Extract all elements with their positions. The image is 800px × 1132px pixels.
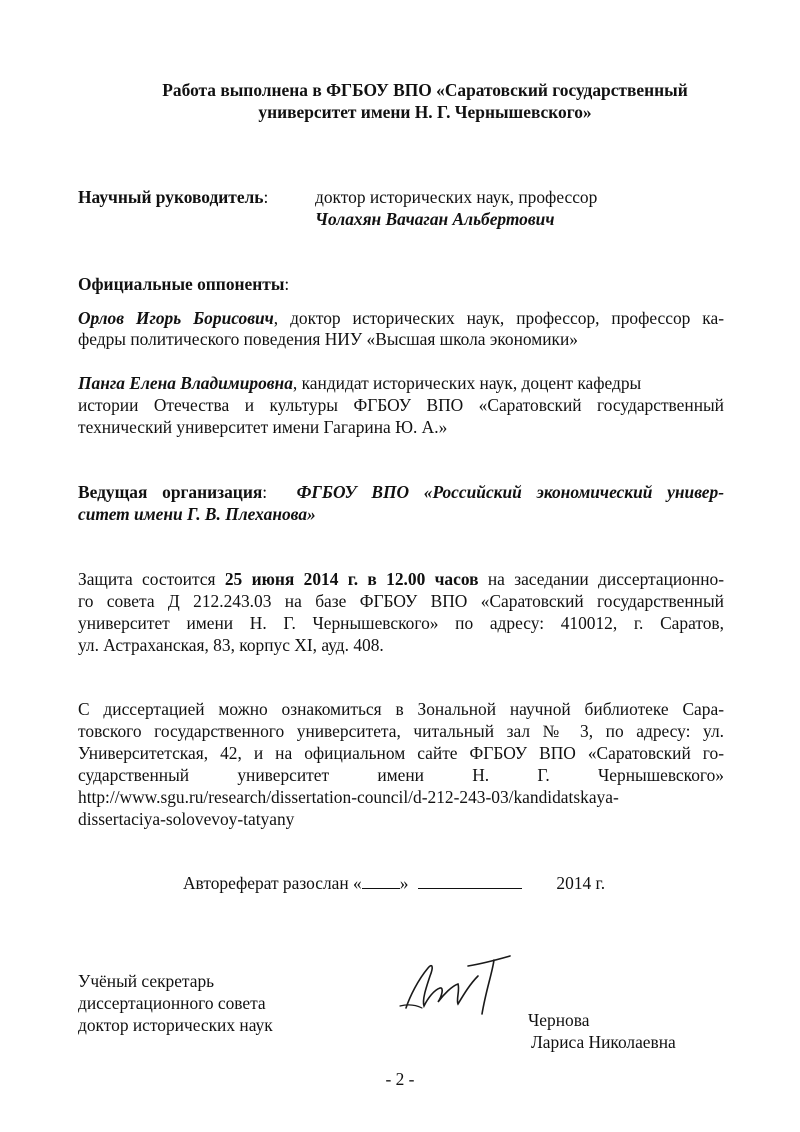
secretary-surname: Чернова [528, 1010, 590, 1030]
library-url-line-2: dissertaciya-solovevoy-tatyany [78, 809, 295, 829]
dispatch-prefix: Автореферат разослан « [183, 873, 362, 893]
header-line-1: Работа выполнена в ФГБОУ ВПО «Саратовский государственный [162, 80, 688, 100]
header-line-2: университет имени Н. Г. Чернышевского» [258, 102, 592, 122]
library-line-1: С диссертацией можно ознакомиться в Зональной научной библиотеке Сара- [78, 699, 724, 719]
opponent-1-name: Орлов Игорь Борисович [78, 308, 274, 328]
opponent-1-line-2: федры политического поведения НИУ «Высшая школа экономики» [78, 329, 579, 349]
library-line-4: сударственный университет имени Н. Г. Чернышевского» [78, 765, 724, 785]
secretary-line-2: диссертационного совета [78, 993, 266, 1013]
leading-org-line-1 [78, 481, 724, 503]
leading-org-name-1: ФГБОУ ВПО «Российский экономический универ- [296, 482, 724, 502]
supervisor-label: Научный руководитель [78, 187, 264, 207]
dispatch-year: 2014 г. [556, 873, 606, 893]
defense-datetime: 25 июня 2014 г. в 12.00 часов [224, 569, 479, 589]
secretary-given-names: Лариса Николаевна [531, 1032, 676, 1052]
library-line-2: товского государственного университета, читальный зал № 3, по адресу: ул. [78, 721, 724, 741]
opponent-1-details: , доктор исторических наук, профессор, профессор ка- [273, 308, 724, 328]
supervisor-label-row [78, 186, 268, 208]
defense-line-1-rest: на заседании диссертационно- [478, 569, 724, 589]
dispatch-day-blank [362, 874, 400, 889]
leading-org-colon: : [262, 482, 268, 502]
dispatch-month-blank [418, 874, 522, 889]
opponent-2-name: Панга Елена Владимировна [78, 373, 293, 393]
opponent-2-line-2: истории Отечества и культуры ФГБОУ ВПО «Саратовский государственный [78, 395, 724, 415]
supervisor-name: Чолахян Вачаган Альбертович [315, 209, 555, 229]
library-url-line-1: http://www.sgu.ru/research/dissertation-council/d-212-243-03/kandidatskaya- [78, 787, 619, 807]
opponent-2-line-1 [78, 372, 641, 394]
handwritten-signature [398, 950, 516, 1020]
dispatch-close-quote: » [399, 873, 409, 893]
supervisor-title: доктор исторических наук, профессор [315, 187, 598, 207]
opponents-label: Официальные оппоненты [78, 274, 285, 294]
dispatch-line [183, 872, 605, 894]
opponents-label-row [78, 273, 289, 295]
page-number: - 2 - [385, 1069, 415, 1089]
leading-org-label: Ведущая организация [78, 482, 263, 502]
defense-line-1 [78, 568, 724, 590]
supervisor-colon: : [263, 187, 269, 207]
secretary-line-1: Учёный секретарь [78, 971, 215, 991]
opponents-colon: : [284, 274, 290, 294]
defense-line-2: го совета Д 212.243.03 на базе ФГБОУ ВПО «Саратовский государственный [78, 591, 724, 611]
library-line-3: Университетская, 42, и на официальном сайте ФГБОУ ВПО «Саратовский го- [78, 743, 724, 763]
opponent-2-details: , кандидат исторических наук, доцент кафедры [292, 373, 642, 393]
opponent-1-line-1 [78, 307, 724, 329]
defense-prefix: Защита состоится [78, 569, 225, 589]
leading-org-line-2: ситет имени Г. В. Плеханова» [78, 504, 316, 524]
defense-line-4: ул. Астраханская, 83, корпус XI, ауд. 408. [78, 635, 384, 655]
secretary-line-3: доктор исторических наук [78, 1015, 273, 1035]
opponent-2-line-3: технический университет имени Гагарина Ю. А.» [78, 417, 448, 437]
defense-line-3: университет имени Н. Г. Чернышевского» по адресу: 410012, г. Саратов, [78, 613, 724, 633]
